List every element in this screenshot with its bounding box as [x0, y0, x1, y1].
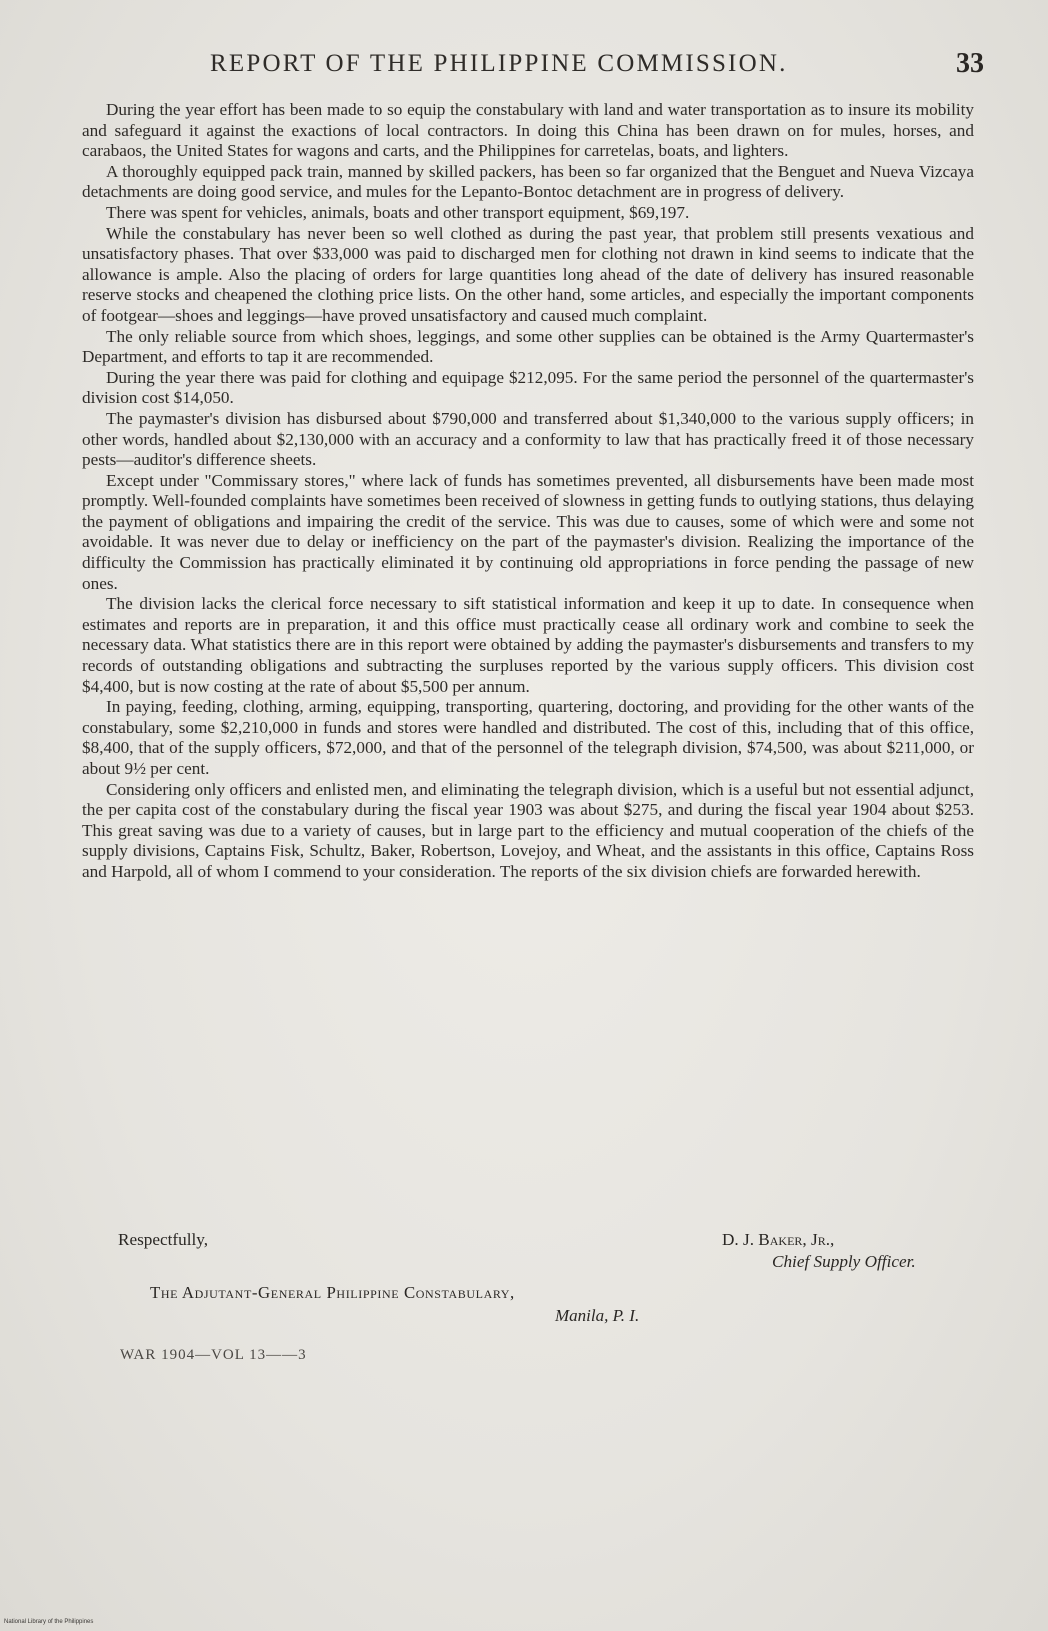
paragraph: While the constabulary has never been so well clothed as during the past year, that problem still presents vexatious and unsatisfactory phases. That over $33,000 was paid to discharged men for clothing not drawn in kind seems to indicate that the allowance is ample. Also the placing of orders for large quantities long ahead of the date of delivery has insured reasonable reserve stocks and cheapened the clothing price lists. On the other hand, some articles, and especially the important components of footgear—shoes and leggings—have proved unsatisfactory and caused much complaint.: [82, 223, 974, 325]
paragraph: Except under "Commissary stores," where lack of funds has sometimes prevented, all disbursements have been made most promptly. Well-founded complaints have sometimes been received of slowness in getting funds to outlying stations, thus delaying the payment of obligations and impairing the credit of the service. This was due to causes, some of which were and some not avoidable. It was never due to delay or inefficiency on the part of the paymaster's division. Realizing the importance of the difficulty the Commission has practically eliminated it by continuing old appropriations in force pending the passage of new ones.: [82, 470, 974, 593]
page-header: [80, 48, 984, 90]
addressee-line: The Adjutant-General Philippine Constabulary,: [150, 1283, 515, 1302]
paragraph: Considering only officers and enlisted men, and eliminating the telegraph division, which is a useful but not essential adjunct, the per capita cost of the constabulary during the fiscal year 1903 was about $275, and during the fiscal year 1904 about $253. This great saving was due to a variety of causes, but in large part to the efficiency and mutual cooperation of the chiefs of the supply divisions, Captains Fisk, Schultz, Baker, Robertson, Lovejoy, and Wheat, and the assistants in this office, Captains Ross and Harpold, all of whom I commend to your consideration. The reports of the six division chiefs are forwarded herewith.: [82, 779, 974, 881]
report-body: [82, 100, 974, 883]
signer-title: Chief Supply Officer.: [772, 1252, 916, 1271]
page-number: 33: [956, 48, 984, 79]
paragraph: A thoroughly equipped pack train, manned by skilled packers, has been so far organized that the Benguet and Nueva Vizcaya detachments are doing good service, and mules for the Lepanto-Bontoc detachment are in progress of delivery.: [82, 161, 974, 202]
running-title: REPORT OF THE PHILIPPINE COMMISSION.: [210, 50, 788, 77]
paragraph: During the year there was paid for clothing and equipage $212,095. For the same period the personnel of the quartermaster's division cost $14,050.: [82, 367, 974, 408]
signature-mark: WAR 1904—VOL 13——3: [120, 1347, 307, 1363]
paragraph: There was spent for vehicles, animals, boats and other transport equipment, $69,197.: [106, 202, 690, 222]
addressee-place: Manila, P. I.: [555, 1306, 640, 1325]
paragraph: In paying, feeding, clothing, arming, equipping, transporting, quartering, doctoring, and providing for the other wants of the constabulary, some $2,210,000 in funds and stores were handled and distributed. The cost of this, including that of this office, $8,400, that of the supply officers, $72,000, and that of the personnel of the telegraph division, $74,500, was about $211,000, or about 9½ per cent.: [82, 697, 974, 778]
paragraph: The division lacks the clerical force necessary to sift statistical information and keep it up to date. In consequence when estimates and reports are in preparation, it and this office must practically cease all ordinary work and combine to seek the necessary data. What statistics there are in this report were obtained by adding the paymaster's disbursements and transfers to my records of outstanding obligations and subtracting the surpluses reported by the various supply officers. This division cost $4,400, but is now costing at the rate of about $5,500 per annum.: [82, 594, 974, 696]
paragraph: During the year effort has been made to so equip the constabulary with land and water transportation as to insure its mobility and safeguard it against the exactions of local contractors. In doing this China has been drawn on for mules, horses, and carabaos, the United States for wagons and carts, and the Philippines for carretelas, boats, and lighters.: [82, 100, 974, 161]
signer-name: D. J. Baker, Jr.,: [722, 1230, 835, 1249]
closing-salutation: Respectfully,: [118, 1230, 209, 1249]
footer-credit: National Library of the Philippines: [4, 1619, 94, 1625]
paragraph: The paymaster's division has disbursed about $790,000 and transferred about $1,340,000 to the various supply officers; in other words, handled about $2,130,000 with an accuracy and a conformity to law that has practically freed it of those necessary pests—auditor's difference sheets.: [82, 408, 974, 470]
paragraph: The only reliable source from which shoes, leggings, and some other supplies can be obtained is the Army Quartermaster's Department, and efforts to tap it are recommended.: [82, 326, 974, 367]
signature-block: [82, 1230, 974, 1290]
